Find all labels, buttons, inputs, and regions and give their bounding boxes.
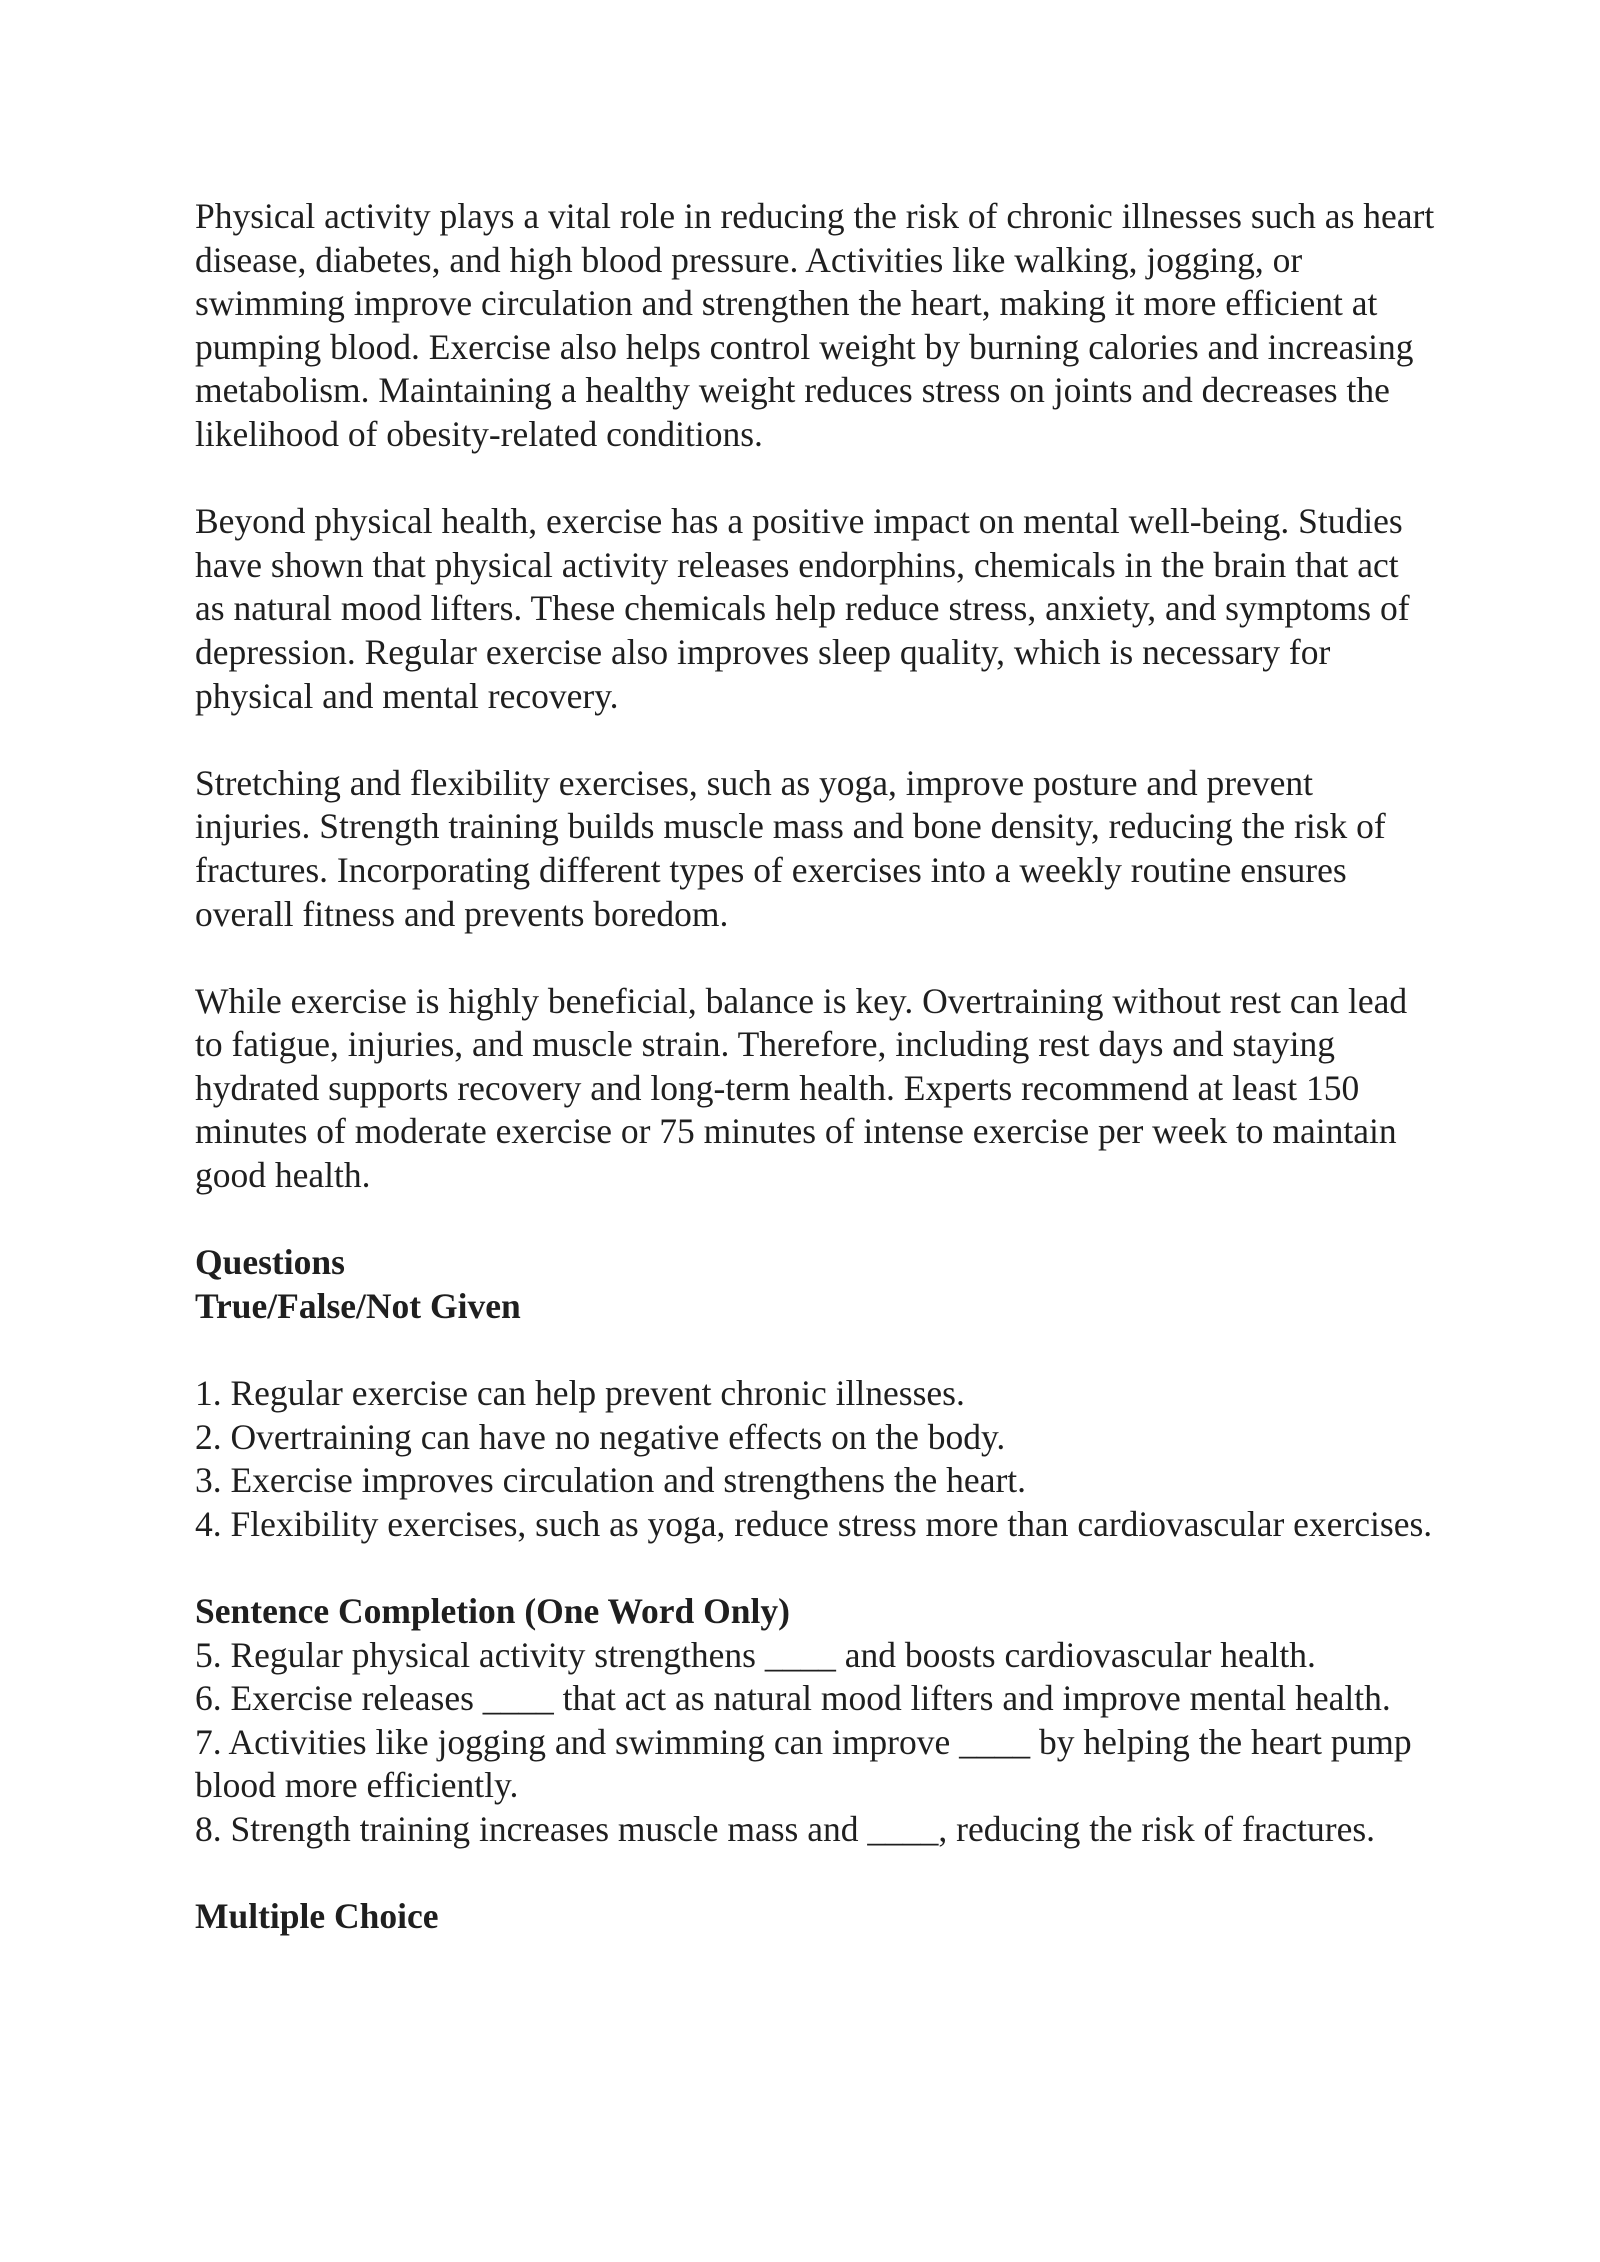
document-page xyxy=(195,195,1435,1939)
question-item-4: 4. Flexibility exercises, such as yoga, reduce stress more than cardiovascular exercises. xyxy=(195,1503,1433,1544)
sentence-completion-heading: Sentence Completion (One Word Only) xyxy=(195,1591,790,1631)
multiple-choice-heading: Multiple Choice xyxy=(195,1896,439,1937)
question-item-1: 1. Regular exercise can help prevent chronic illnesses. xyxy=(195,1373,965,1414)
question-item-5: 5. Regular physical activity strengthens ____ and boosts cardiovascular health. xyxy=(195,1634,1316,1675)
question-item-3: 3. Exercise improves circulation and strengthens the heart. xyxy=(195,1460,1027,1501)
true-false-list xyxy=(195,1372,1435,1546)
question-item-6: 6. Exercise releases ____ that act as natural mood lifters and improve mental health. xyxy=(195,1678,1391,1719)
passage-paragraph-3: Stretching and flexibility exercises, such as yoga, improve posture and prevent injuries. Strength training builds muscle mass and bone density, reducing the risk of fractures. Incorporating different types of exercises into a weekly routine ensures overall fitness and prevents boredom. xyxy=(195,762,1386,934)
question-item-2: 2. Overtraining can have no negative effects on the body. xyxy=(195,1416,1006,1457)
spacer xyxy=(195,1328,1435,1372)
passage-paragraph-4: While exercise is highly beneficial, balance is key. Overtraining without rest can lead to fatigue, injuries, and muscle strain. Therefore, including rest days and staying hydrated supports recovery and long-term health. Experts recommend at least 150 minutes of moderate exercise or 75 minutes of intense exercise per week to maintain good health. xyxy=(195,980,1408,1196)
true-false-heading: True/False/Not Given xyxy=(195,1285,521,1326)
passage-paragraph-2: Beyond physical health, exercise has a positive impact on mental well-being. Studies have shown that physical activity releases endorphins, chemicals in the brain that act as natural mood lifters. These chemicals help reduce stress, anxiety, and symptoms of depression. Regular exercise also improves sleep quality, which is necessary for physical and mental recovery. xyxy=(195,501,1410,716)
question-item-8: 8. Strength training increases muscle mass and ____, reducing the risk of fractures. xyxy=(195,1808,1376,1849)
spacer xyxy=(195,1852,1435,1896)
question-item-7: 7. Activities like jogging and swimming can improve ____ by helping the heart pump blood more efficiently. xyxy=(195,1721,1412,1806)
spacer xyxy=(195,1546,1435,1590)
questions-title: Questions xyxy=(195,1242,345,1283)
passage-paragraph-1: Physical activity plays a vital role in reducing the risk of chronic illnesses such as heart disease, diabetes, and high blood pressure. Activities like walking, jogging, or swimming improve circulation and strengthen the heart, making it more efficient at pumping blood. Exercise also helps control weight by burning calories and increasing metabolism. Maintaining a healthy weight reduces stress on joints and decreases the likelihood of obesity-related conditions. xyxy=(195,196,1435,454)
questions-section xyxy=(195,1241,1435,1939)
sentence-completion-list xyxy=(195,1634,1435,1852)
